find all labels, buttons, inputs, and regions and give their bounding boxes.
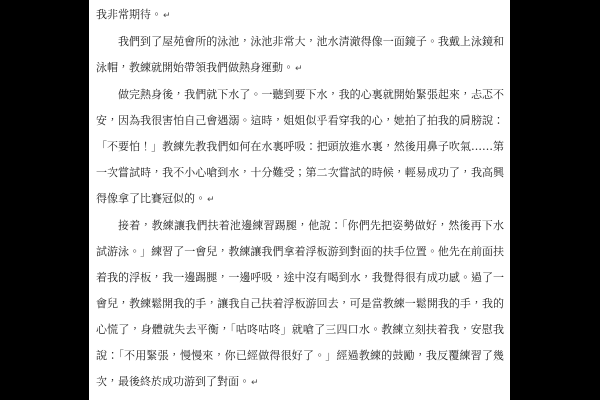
document-body [96, 2, 504, 396]
document-page [89, 0, 510, 400]
paragraph-text: 接着，教練讓我們扶着池邊練習踢腿，他說：「你們先把姿勢做好，然後再下水試游泳。」練習了一會兒，教練讓我們拿着浮板游到對面的扶手位置。他先在前面扶着我的浮板，我一邊踢腿，一邊呼吸，途中沒有喝到水，我覺得很有成功感。過了一會兒，教練鬆開我的手，讓我自己扶着浮板游回去，可是當教練一鬆開我的手，我的心慌了，身體就失去平衡，「咕咚咕咚」就嗆了三四口水。教練立刻扶着我，安慰我說：「不用緊張，慢慢來，你已經做得很好了。」經過教練的鼓勵，我反覆練習了幾次，最後終於成功游到了對面。 [96, 219, 504, 388]
paragraph-text: 我們到了屋苑會所的泳池，泳池非常大，池水清澈得像一面鏡子。我戴上泳鏡和泳帽，教練就開始帶領我們做熱身運動。 [96, 35, 504, 74]
paragraph-return-mark-icon: ↵ [295, 64, 303, 74]
paragraph-return-mark-icon: ↵ [163, 11, 171, 21]
paragraph [96, 82, 504, 213]
paragraph-text: 做完熱身後，我們就下水了。一聽到要下水，我的心裏就開始緊張起來，忐忑不安，因為我很害怕自己會遇溺。這時，姐姐似乎看穿我的心，她拍了拍我的肩膀說：「不要怕！」教練先教我們如何在水裏呼吸：把頭放進水裏，然後用鼻子吹氣……第一次嘗試時，我不小心嗆到水，十分難受；第二次嘗試的時候，輕易成功了，我高興得像拿了比賽冠似的。 [96, 88, 504, 205]
paragraph-return-mark-icon: ↵ [251, 378, 259, 388]
paragraph-return-mark-icon: ↵ [207, 195, 215, 205]
paragraph [96, 29, 504, 82]
paragraph-text: 我非常期待。 [96, 8, 162, 21]
paragraph [96, 2, 504, 29]
paragraph [96, 213, 504, 396]
